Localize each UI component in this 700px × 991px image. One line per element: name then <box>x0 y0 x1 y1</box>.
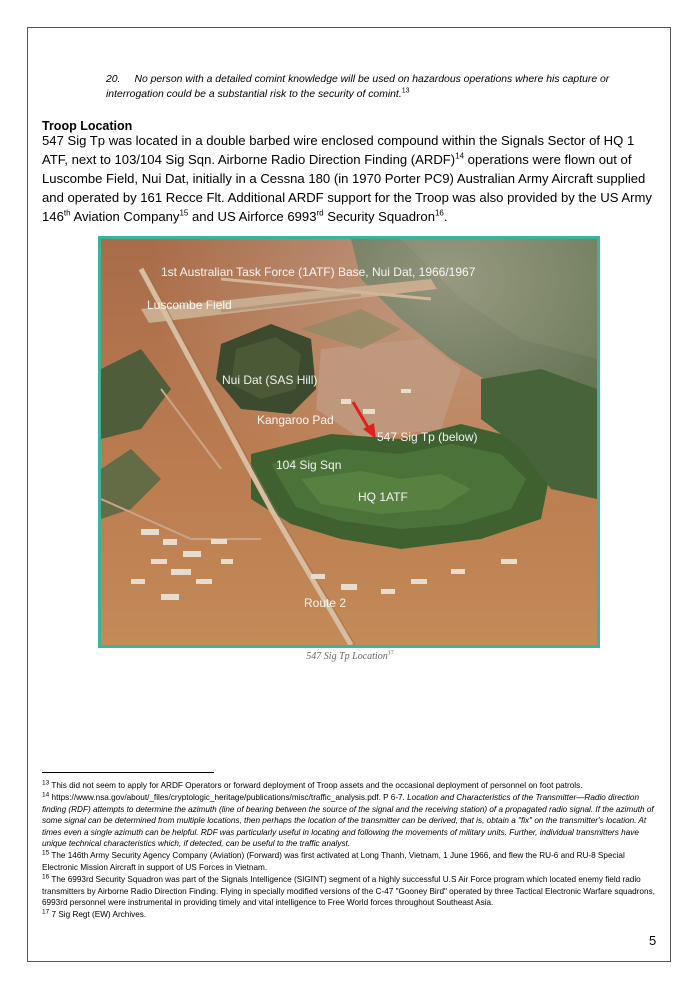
photo-label-hq: HQ 1ATF <box>358 490 408 504</box>
photo-label-sqn: 104 Sig Sqn <box>276 458 342 472</box>
footnotes <box>42 780 658 922</box>
photo-label-route: Route 2 <box>304 596 347 610</box>
footnote-ref-16[interactable]: 16 <box>434 208 444 218</box>
photo-label-pad: Kangaroo Pad <box>257 413 334 427</box>
footnote-ref-14[interactable]: 14 <box>455 151 465 161</box>
aerial-photo-illustration <box>101 239 597 645</box>
para-text: Security Squadron <box>323 209 435 224</box>
para-text: 547 Sig Tp was located in a double barbed wire enclosed compound within the Signals Sector of HQ 1 ATF, next to 103/104 Sig Sqn. Airborne Radio Direction Finding (ARDF) <box>42 133 635 167</box>
quote-text: No person with a detailed comint knowledge will be used on hazardous operations where his capture or interrogation could be a substantial risk to the security of comint. <box>106 74 610 100</box>
section-heading: Troop Location <box>42 119 133 133</box>
aerial-photo <box>98 236 600 648</box>
page-number: 5 <box>649 933 657 948</box>
para-text: . <box>443 209 448 224</box>
footnote-16: $^{16}$ The 6993rd Security Squadron was part of the Signals Intelligence (SIGINT) segment of a highly successful U.S Air Force program which located enemy field radio transmitters by Airborne Radio Direction Finding. Flying in specially modified versions of the C-47 "Gooney Bird" operated by three Tactical Electronic Warfare squadrons, 6993rd personnel were instrumental in providing timely and vital intelligence to Free World forces throughout Southeast Asia. <box>42 873 655 908</box>
footnote-17: $^{17}$ 7 Sig Regt (EW) Archives. <box>42 908 147 920</box>
footnote-ref-13[interactable]: 13 <box>401 87 410 95</box>
photo-label-hill: Nui Dat (SAS Hill) <box>222 373 318 387</box>
footnote-14: $^{14}$ https://www.nsa.gov/about/_files/cryptologic_heritage/publications/misc/traffic_analysis.pdf. P 6-7. Location and Characteristics of the Transmitter—Radio direction finding (RDF) attempts to determine the azimuth (line of bearing between the source of the signal and the receiving station) of a propagated radio signal. If the azimuth of some signal can be determined from multiple locations, then perhaps the location of the transmitter can be derived, that is, obtain a "fix" on the transmitter's location. At times even a single azimuth can be helpful. RDF was particularly useful in locating and following the movements of military units. Further, individual transmitters have unique technical characteristics which, if detected, can be useful to the traffic analyst. <box>42 791 654 849</box>
footnote-ref-15[interactable]: 15 <box>179 208 189 218</box>
body-paragraph <box>42 131 660 226</box>
ordinal-suffix: th <box>63 208 71 218</box>
photo-label-base: 1st Australian Task Force (1ATF) Base, Nui Dat, 1966/1967 <box>161 265 476 279</box>
para-text: and US Airforce 6993 <box>188 209 317 224</box>
footnote-13: $^{13}$ This did not seem to apply for ARDF Operators or forward deployment of Troop assets and the occasional deployment of personnel on foot patrols. <box>42 779 583 790</box>
para-text: Aviation Company <box>70 209 180 224</box>
footnote-link[interactable]: https://www.nsa.gov/about/_files/cryptologic_heritage/publications/misc/traffic_analysis.pdf. P 6-7. <box>51 793 408 803</box>
caption-text: 547 Sig Tp Location <box>306 651 388 662</box>
photo-label-field: Luscombe Field <box>147 298 232 312</box>
photo-label-troop: 547 Sig Tp (below) <box>377 430 478 444</box>
quote-number: 20. <box>106 74 121 85</box>
quoted-paragraph <box>106 72 646 102</box>
footnote-ref-17[interactable]: 17 <box>387 650 394 657</box>
para-text: operations were flown out of Luscombe Field, Nui Dat, initially in a Cessna 180 (in 1970 Porter PC9) Australian Army Aircraft supplied and operated by 161 Recce Flt. Additional ARDF support for the Troop was also provided by the US Army 146 <box>42 152 652 224</box>
photo-caption <box>0 651 700 662</box>
footnote-separator <box>42 772 214 773</box>
footnote-15: $^{15}$ The 146th Army Security Agency Company (Aviation) (Forward) was first activated at Long Thanh, Vietnam, 1 June 1966, and flew the RU-6 and RU-8 Special Electronic Mission Aircraft in support of US Forces in Vietnam. <box>42 849 625 872</box>
ordinal-suffix: rd <box>316 208 324 218</box>
